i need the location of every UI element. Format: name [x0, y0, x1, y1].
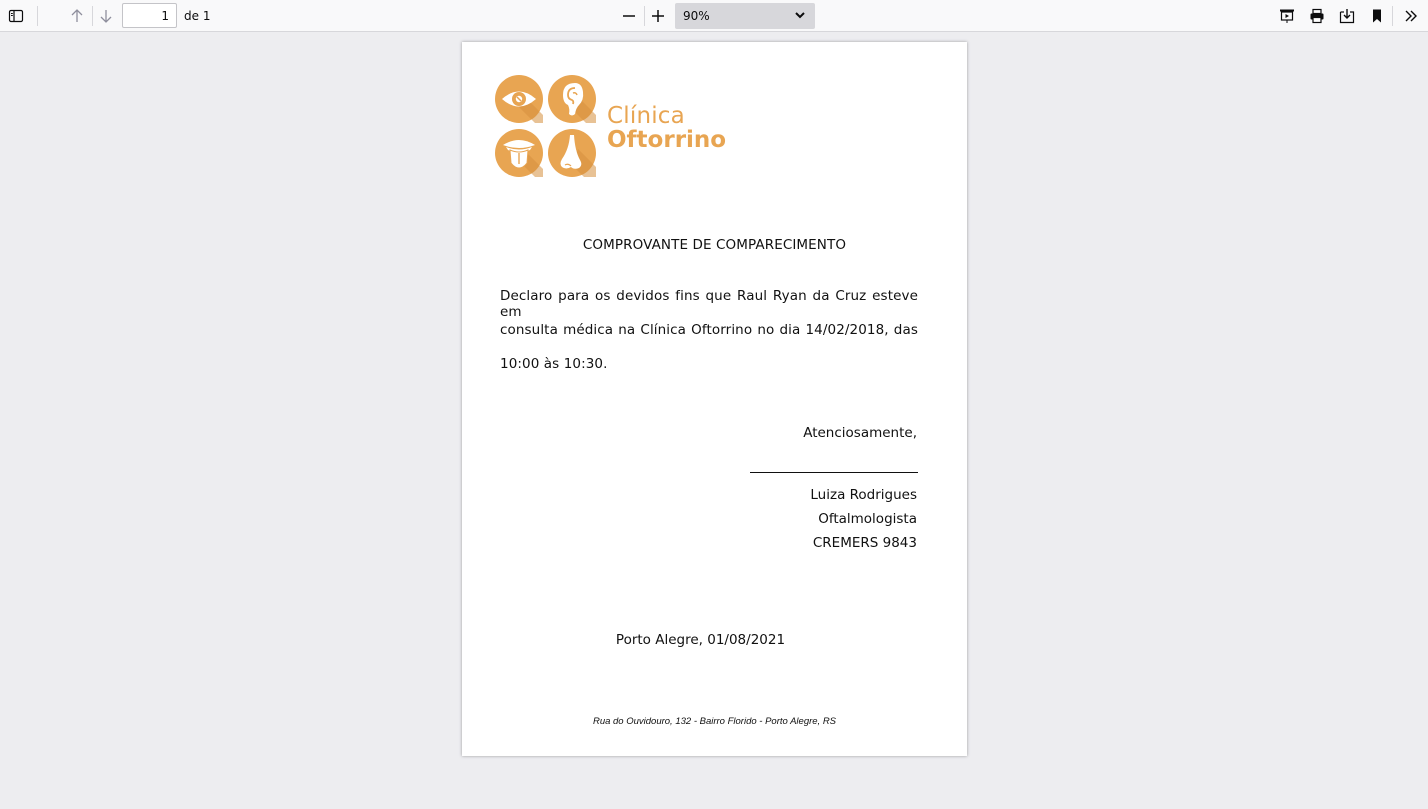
download-button[interactable]	[1334, 3, 1360, 29]
signer-registry: CREMERS 9843	[812, 535, 917, 551]
pdf-toolbar	[0, 0, 1428, 32]
arrow-down-icon	[98, 8, 114, 24]
sidebar-toggle-button[interactable]	[3, 3, 29, 29]
document-title: COMPROVANTE DE COMPARECIMENTO	[582, 237, 847, 253]
signer-name: Luiza Rodrigues	[810, 487, 917, 503]
print-button[interactable]	[1304, 3, 1330, 29]
pdf-page	[462, 42, 967, 756]
mouth-tongue-icon	[495, 129, 543, 177]
place-date: Porto Alegre, 01/08/2021	[615, 632, 786, 648]
bookmark-icon	[1369, 8, 1385, 24]
page-number-input[interactable]	[122, 3, 177, 28]
signature-line	[750, 472, 918, 473]
bookmark-button[interactable]	[1364, 3, 1390, 29]
logo-text-clinica: Clínica	[607, 103, 685, 129]
logo-text-oftorrino: Oftorrino	[607, 127, 727, 153]
toolbar-divider	[1392, 6, 1393, 26]
footer-address: Rua do Ouvidouro, 132 - Bairro Florido - Porto Alegre, RS	[592, 716, 837, 727]
zoom-out-button[interactable]	[616, 3, 642, 29]
print-icon	[1309, 8, 1325, 24]
zoom-select[interactable]	[675, 3, 815, 29]
plus-icon	[650, 8, 666, 24]
nose-icon	[548, 129, 596, 177]
chevron-down-icon	[794, 9, 806, 24]
eye-icon	[495, 75, 543, 123]
body-text-line: 10:00 às 10:30.	[500, 356, 608, 372]
next-page-button[interactable]	[93, 3, 119, 29]
closing-text: Atenciosamente,	[803, 425, 917, 441]
zoom-in-button[interactable]	[645, 3, 671, 29]
arrow-up-icon	[69, 8, 85, 24]
toolbar-divider	[37, 6, 38, 26]
download-icon	[1339, 8, 1355, 24]
signer-role: Oftalmologista	[818, 511, 917, 527]
presentation-mode-button[interactable]	[1274, 3, 1300, 29]
minus-icon	[621, 8, 637, 24]
sidebar-toggle-icon	[8, 8, 24, 24]
double-chevron-right-icon	[1403, 8, 1419, 24]
zoom-value: 90%	[683, 9, 710, 23]
body-text-line: Declaro para os devidos fins que Raul Ryan da Cruz esteve em	[500, 288, 918, 320]
page-count-label: de 1	[184, 9, 211, 23]
ear-icon	[548, 75, 596, 123]
clinic-logo	[495, 75, 745, 181]
tools-menu-button[interactable]	[1398, 3, 1424, 29]
body-text-line: consulta médica na Clínica Oftorrino no dia 14/02/2018, das	[500, 322, 918, 338]
presentation-icon	[1279, 8, 1295, 24]
previous-page-button[interactable]	[64, 3, 90, 29]
